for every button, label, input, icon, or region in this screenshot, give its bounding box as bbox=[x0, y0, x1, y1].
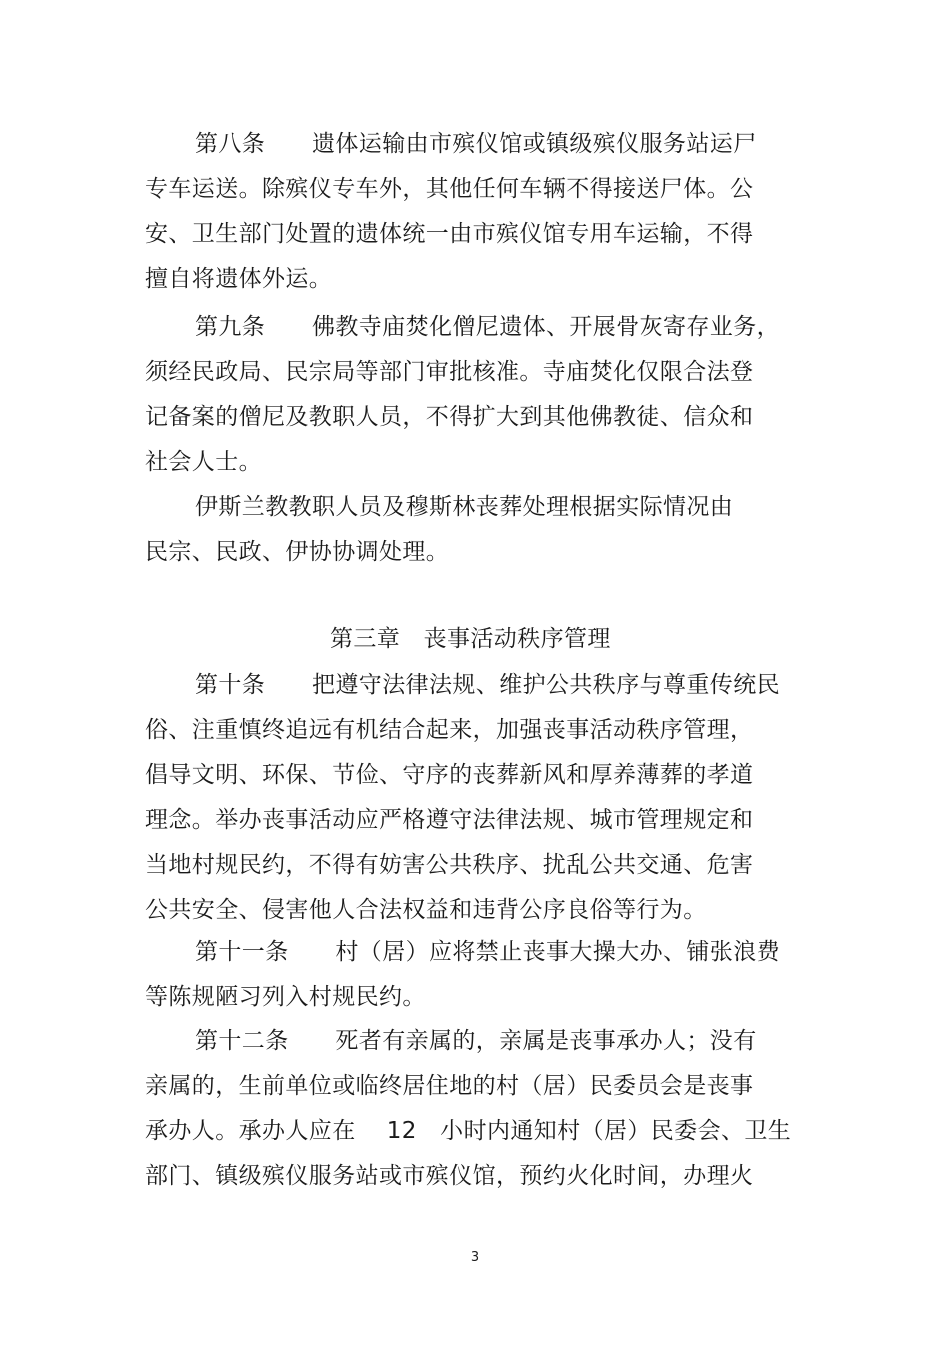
article-8-line-4: 擅自将遗体外运。 bbox=[145, 266, 333, 292]
article-9-line-4: 社会人士。 bbox=[145, 449, 262, 475]
chapter-3-heading: 第三章 丧事活动秩序管理 bbox=[330, 626, 611, 652]
article-10-line-1: 第十条 把遵守法律法规、维护公共秩序与尊重传统民 bbox=[195, 672, 780, 698]
article-8-line-1: 第八条 遗体运输由市殡仪馆或镇级殡仪服务站运尸 bbox=[195, 131, 757, 157]
article-9-line-1: 第九条 佛教寺庙焚化僧尼遗体、开展骨灰寄存业务， bbox=[195, 314, 780, 340]
article-10-line-3: 倡导文明、环保、节俭、守序的丧葬新风和厚养薄葬的孝道 bbox=[145, 762, 754, 788]
article-11-line-1: 第十一条 村（居）应将禁止丧事大操大办、铺张浪费 bbox=[195, 939, 780, 965]
islam-paragraph-line-1: 伊斯兰教教职人员及穆斯林丧葬处理根据实际情况由 bbox=[195, 494, 734, 520]
article-10-line-5: 当地村规民约，不得有妨害公共秩序、扰乱公共交通、危害 bbox=[145, 852, 754, 878]
article-8-line-3: 安、卫生部门处置的遗体统一由市殡仪馆专用车运输，不得 bbox=[145, 221, 754, 247]
page-number: 3 bbox=[470, 1250, 480, 1265]
article-12-line-2: 亲属的，生前单位或临终居住地的村（居）民委员会是丧事 bbox=[145, 1073, 754, 1099]
article-12-line-3: 承办人。承办人应在 12 小时内通知村（居）民委会、卫生 bbox=[145, 1118, 792, 1144]
article-10-line-4: 理念。举办丧事活动应严格遵守法律法规、城市管理规定和 bbox=[145, 807, 754, 833]
article-8-line-2: 专车运送。除殡仪专车外，其他任何车辆不得接送尸体。公 bbox=[145, 176, 754, 202]
article-9-line-2: 须经民政局、民宗局等部门审批核准。寺庙焚化仅限合法登 bbox=[145, 359, 754, 385]
article-12-line-1: 第十二条 死者有亲属的，亲属是丧事承办人；没有 bbox=[195, 1028, 757, 1054]
article-9-line-3: 记备案的僧尼及教职人员，不得扩大到其他佛教徒、信众和 bbox=[145, 404, 754, 430]
article-10-line-6: 公共安全、侵害他人合法权益和违背公序良俗等行为。 bbox=[145, 897, 707, 923]
islam-paragraph-line-2: 民宗、民政、伊协协调处理。 bbox=[145, 539, 450, 565]
article-10-line-2: 俗、注重慎终追远有机结合起来，加强丧事活动秩序管理， bbox=[145, 717, 754, 743]
article-11-line-2: 等陈规陋习列入村规民约。 bbox=[145, 984, 426, 1010]
article-12-line-4: 部门、镇级殡仪服务站或市殡仪馆，预约火化时间，办理火 bbox=[145, 1163, 754, 1189]
